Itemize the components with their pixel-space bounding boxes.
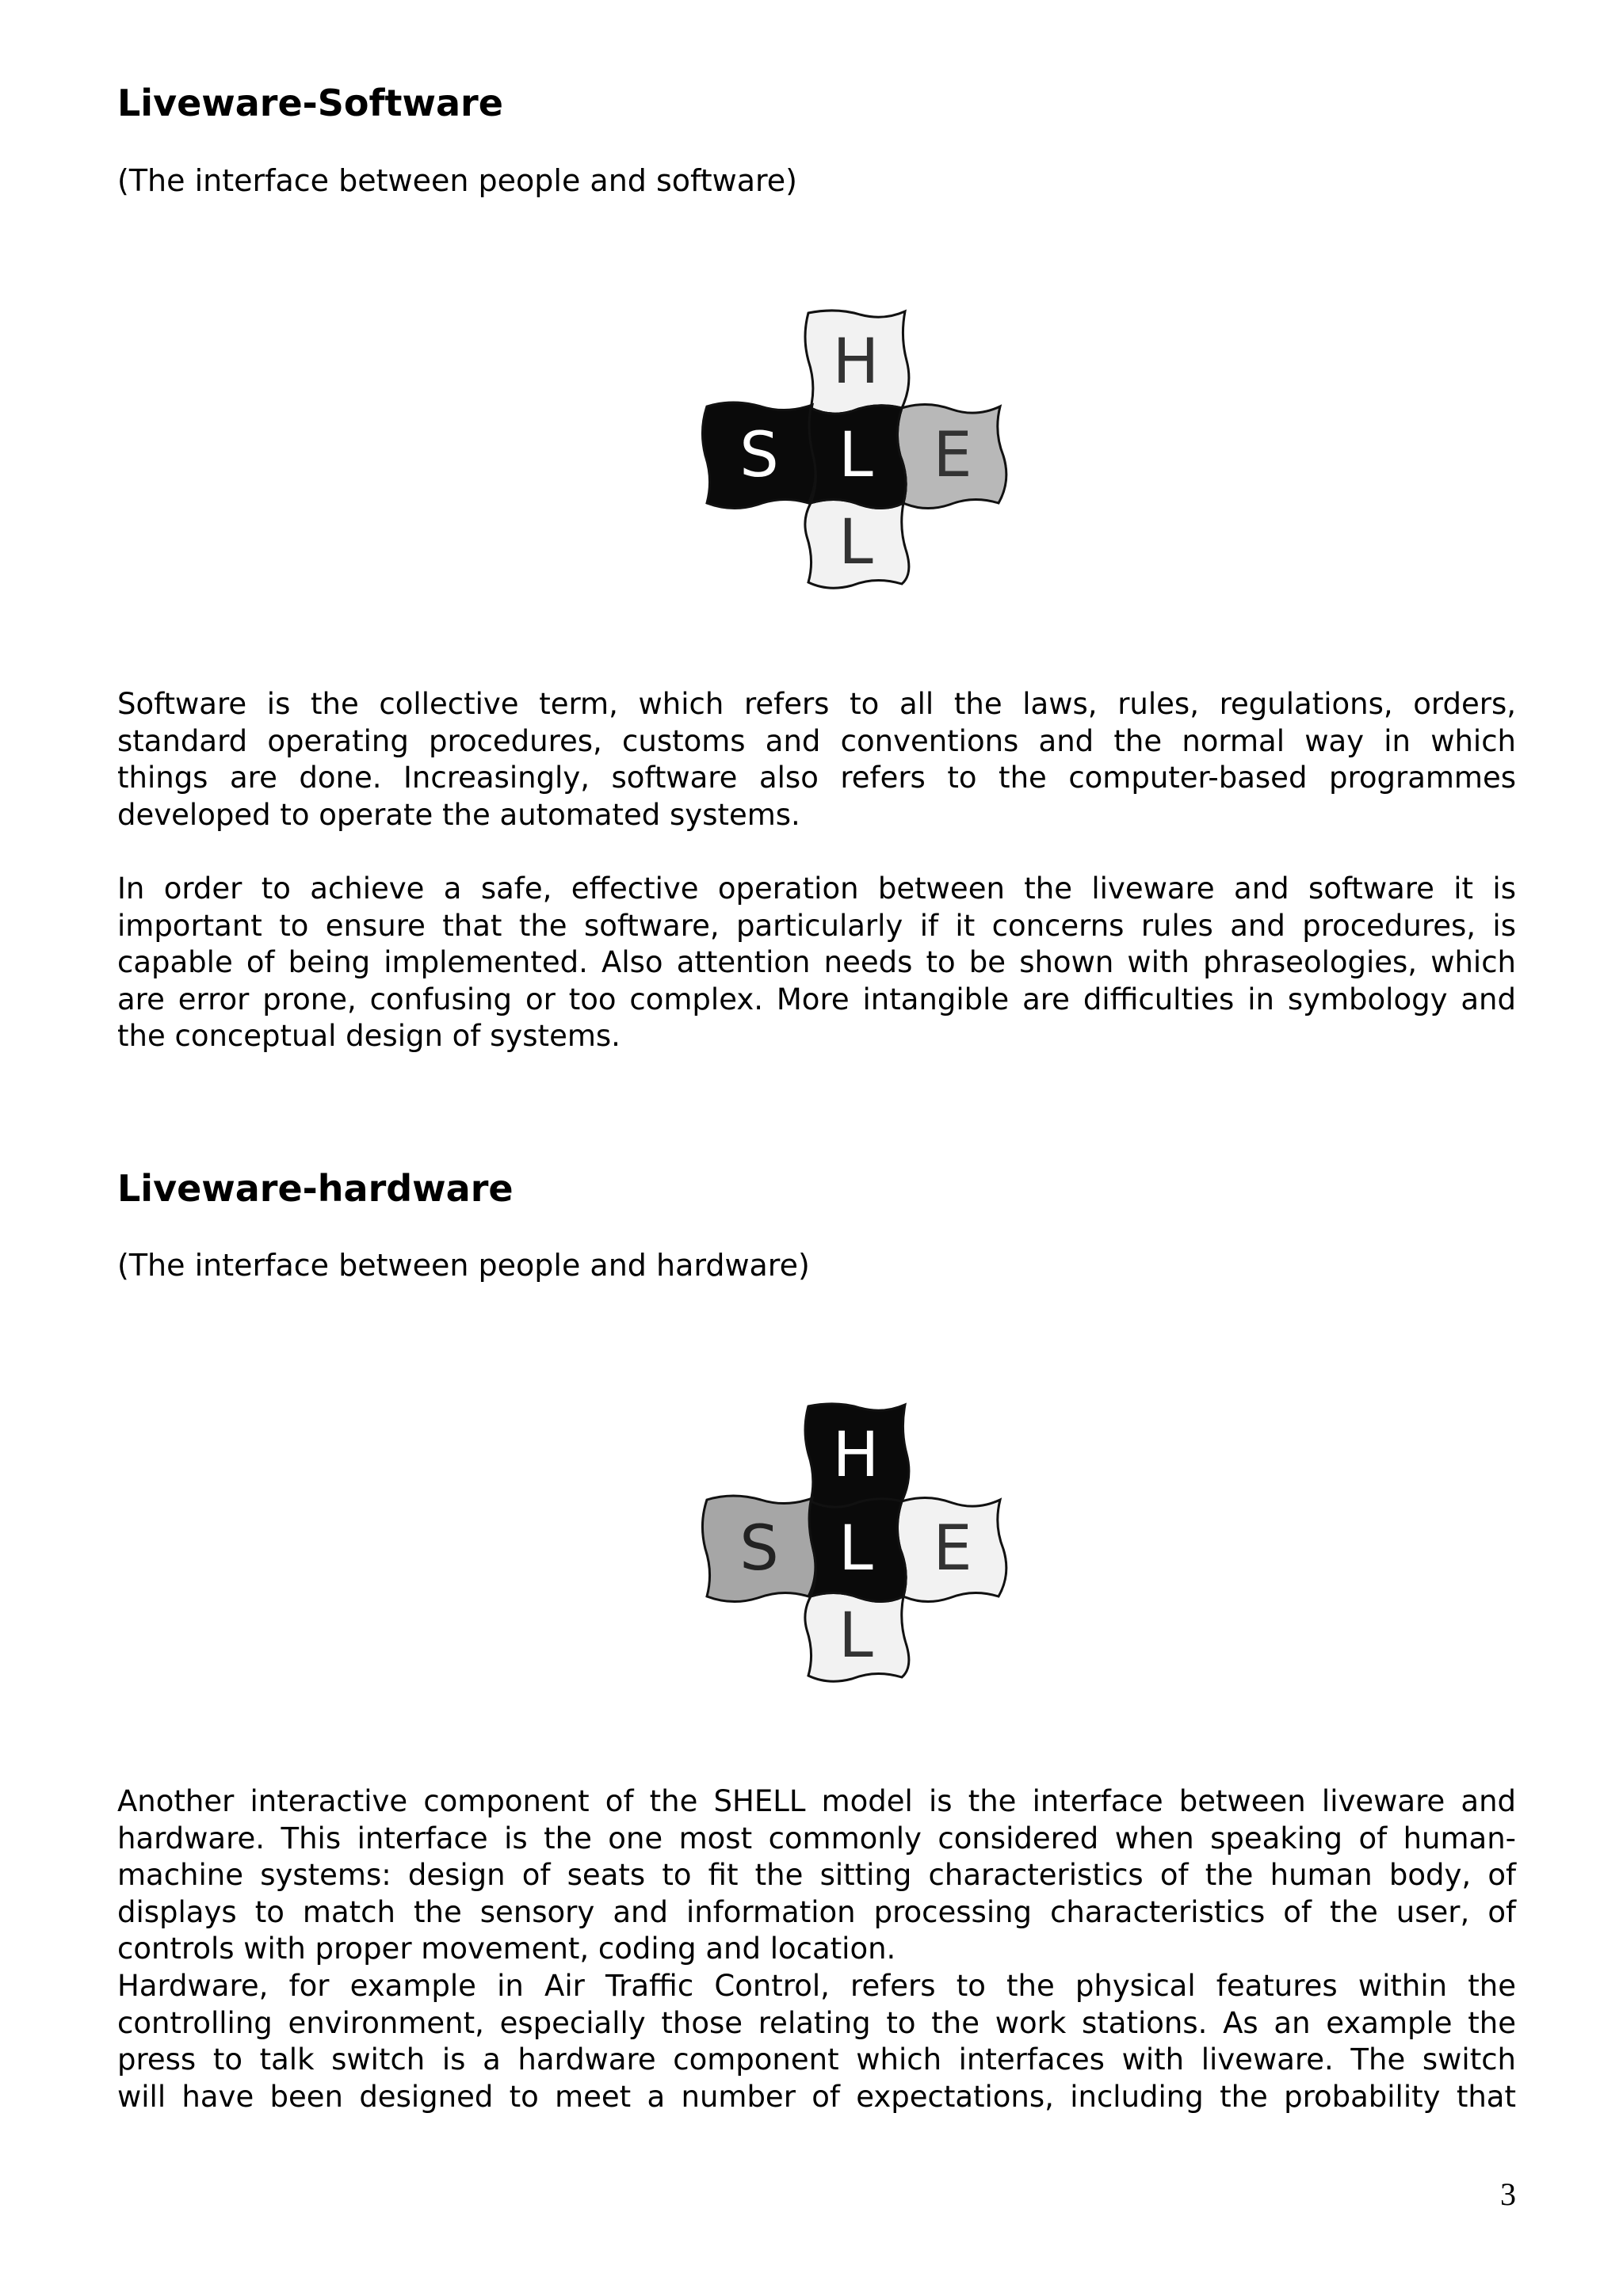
tile-s bbox=[702, 402, 815, 509]
text-line: hardware. This interface is the one most commonly considered when speaking of human- bbox=[117, 1821, 1516, 1855]
tile-letter-h: H bbox=[832, 326, 880, 398]
tile-letter-l-center: L bbox=[838, 420, 873, 491]
text-line: standard operating procedures, customs and conventions and the normal way in which bbox=[117, 723, 1516, 758]
text-line: machine systems: design of seats to fit the sitting characteristics of the human body, of bbox=[117, 1858, 1516, 1892]
section-heading-liveware-hardware: Liveware-hardware bbox=[117, 1167, 514, 1210]
tile-l-center bbox=[809, 406, 906, 509]
text-line: In order to achieve a safe, effective operation between the liveware and software it is bbox=[117, 871, 1516, 906]
text-line: things are done. Increasingly, software also refers to the computer-based programmes bbox=[117, 761, 1516, 795]
text-line: the conceptual design of systems. bbox=[117, 1019, 621, 1053]
text-line: are error prone, confusing or too complex. More intangible are difficulties in symbology and bbox=[117, 982, 1516, 1016]
paragraph-hardware-atc bbox=[117, 1968, 1516, 2115]
text-line: capable of being implemented. Also attention needs to be shown with phraseologies, which bbox=[117, 945, 1516, 979]
paragraph-software-safety bbox=[117, 871, 1516, 1055]
tile-h bbox=[805, 311, 909, 414]
section-subtitle-software: (The interface between people and software) bbox=[117, 163, 798, 198]
tile-l-bottom bbox=[805, 499, 909, 588]
text-line: Another interactive component of the SHELL model is the interface between liveware and bbox=[117, 1784, 1516, 1818]
text-line: controlling environment, especially those relating to the work stations. As an example the bbox=[117, 2005, 1516, 2040]
tile-letter-l-bottom: L bbox=[838, 507, 873, 578]
text-line: Software is the collective term, which refers to all the laws, rules, regulations, orders, bbox=[117, 687, 1516, 721]
paragraph-software-definition bbox=[117, 686, 1516, 833]
tile-letter-s: S bbox=[739, 1513, 779, 1585]
text-line: press to talk switch is a hardware component which interfaces with liveware. The switch bbox=[117, 2042, 1516, 2077]
page-number: 3 bbox=[1500, 2176, 1516, 2212]
tile-letter-s: S bbox=[739, 420, 779, 491]
text-line: developed to operate the automated systems. bbox=[117, 797, 800, 832]
section-heading-liveware-software: Liveware-Software bbox=[117, 82, 503, 124]
shell-diagram-liveware-software bbox=[697, 305, 1014, 590]
tile-letter-e: E bbox=[933, 1513, 972, 1585]
text-line: important to ensure that the software, particularly if it concerns rules and procedures, is bbox=[117, 908, 1516, 943]
paragraph-hardware-interface bbox=[117, 1783, 1516, 1968]
text-line: controls with proper movement, coding and location. bbox=[117, 1932, 896, 1966]
tile-h bbox=[805, 1404, 909, 1507]
tile-l-bottom bbox=[805, 1592, 909, 1681]
tile-letter-h: H bbox=[832, 1420, 880, 1491]
section-subtitle-hardware: (The interface between people and hardware) bbox=[117, 1248, 810, 1283]
text-line: displays to match the sensory and information processing characteristics of the user, of bbox=[117, 1894, 1516, 1929]
tile-letter-e: E bbox=[933, 420, 972, 491]
tile-letter-l-bottom: L bbox=[838, 1600, 873, 1672]
tile-s bbox=[702, 1496, 815, 1602]
text-line: will have been designed to meet a number of expectations, including the probability that bbox=[117, 2079, 1516, 2114]
text-line: Hardware, for example in Air Traffic Control, refers to the physical features within the bbox=[117, 1969, 1516, 2003]
tile-e bbox=[897, 1497, 1006, 1601]
tile-letter-l-center: L bbox=[838, 1513, 873, 1585]
tile-e bbox=[897, 404, 1006, 508]
shell-diagram-liveware-hardware bbox=[697, 1398, 1014, 1684]
tile-l-center bbox=[809, 1499, 906, 1602]
